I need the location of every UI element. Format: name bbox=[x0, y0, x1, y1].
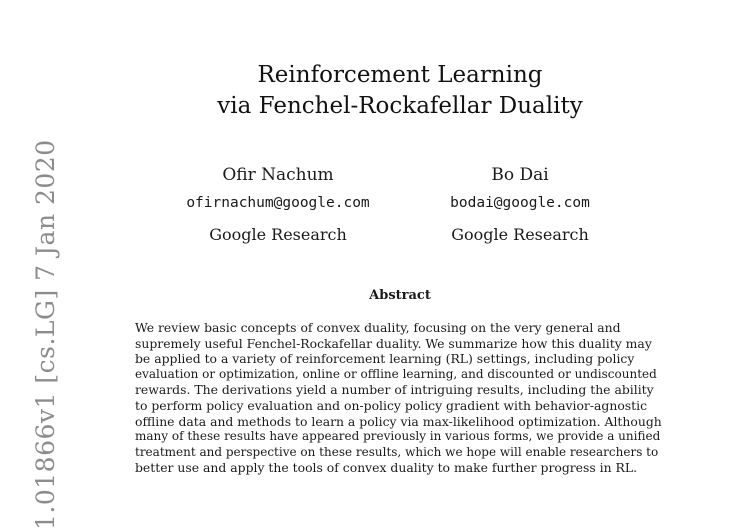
abstract-line: We review basic concepts of convex duality, focusing on the very general and bbox=[135, 320, 621, 335]
abstract-line: evaluation or optimization, online or offline learning, and discounted or undiscounted bbox=[135, 366, 657, 381]
author-affiliation: Google Research bbox=[451, 225, 589, 244]
title-line-1: Reinforcement Learning bbox=[257, 62, 543, 88]
abstract-line: many of these results have appeared previously in various forms, we provide a unified bbox=[135, 429, 661, 444]
author-block-1 bbox=[158, 164, 398, 246]
title-line-2: via Fenchel-Rockafellar Duality bbox=[217, 93, 583, 119]
author-name: Bo Dai bbox=[491, 165, 549, 185]
author-block-2 bbox=[400, 164, 640, 246]
abstract-line: treatment and perspective on these results, which we hope will enable researchers to bbox=[135, 444, 659, 459]
abstract-heading: Abstract bbox=[369, 288, 431, 303]
paper-title bbox=[0, 60, 749, 122]
author-email[interactable]: ofirnachum@google.com bbox=[186, 195, 370, 211]
abstract-line: supremely useful Fenchel-Rockafellar duality. We summarize how this duality may bbox=[135, 335, 652, 351]
abstract-line: to perform policy evaluation and on-policy policy gradient with behavior-agnostic bbox=[135, 397, 648, 413]
abstract-body bbox=[135, 320, 663, 476]
abstract-line: offline data and methods to learn a policy via max-likelihood optimization. Although bbox=[135, 413, 662, 429]
arxiv-identifier-stamp: 1.01866v1 [cs.LG] 7 Jan 2020 bbox=[31, 139, 60, 530]
abstract-line: better use and apply the tools of convex duality to make further progress in RL. bbox=[135, 460, 638, 476]
author-email[interactable]: bodai@google.com bbox=[450, 195, 590, 211]
abstract-line: be applied to a variety of reinforcement learning (RL) settings, including policy bbox=[135, 351, 635, 367]
abstract-line: rewards. The derivations yield a number of intriguing results, including the ability bbox=[135, 382, 654, 398]
author-name: Ofir Nachum bbox=[222, 165, 334, 185]
author-affiliation: Google Research bbox=[209, 225, 347, 244]
